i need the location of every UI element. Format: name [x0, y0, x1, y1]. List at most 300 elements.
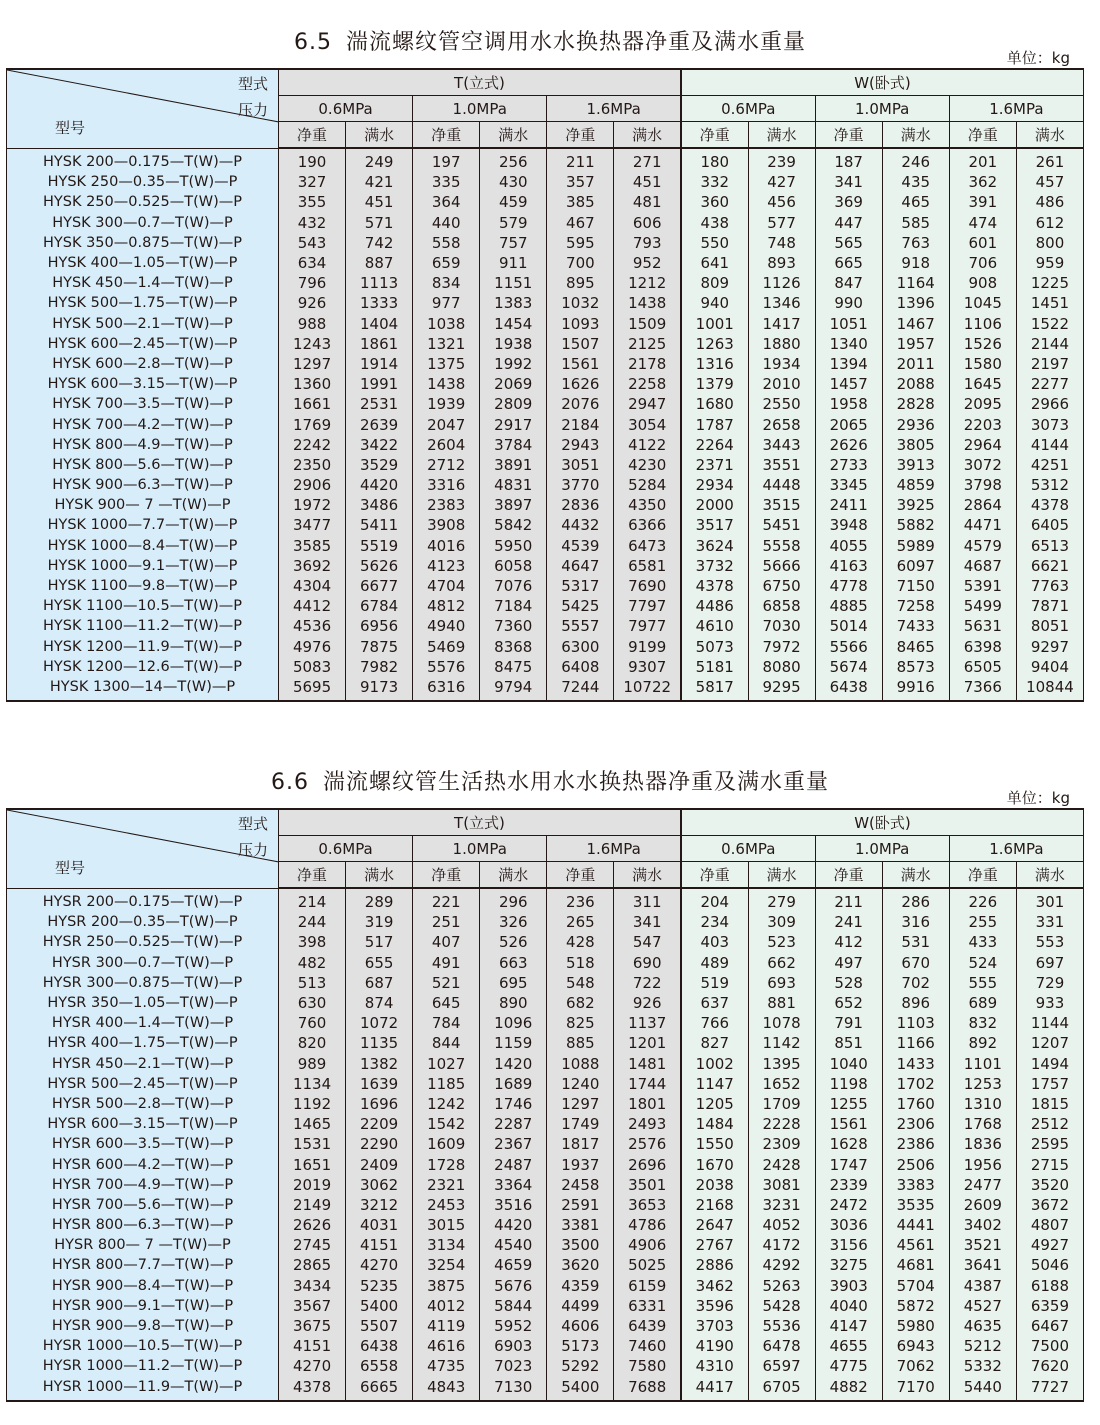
net-weight-cell: 1243 [279, 334, 346, 354]
full-water-cell: 3062 [346, 1175, 413, 1195]
net-weight-cell: 3051 [547, 455, 614, 475]
net-weight-cell: 2203 [949, 414, 1016, 434]
net-weight-cell: 4040 [815, 1296, 882, 1316]
net-weight-cell: 1670 [681, 1154, 748, 1174]
net-weight-cell: 2453 [413, 1195, 480, 1215]
full-water-cell: 690 [614, 953, 681, 973]
model-cell: HYSR 300—0.7—T(W)—P [7, 953, 279, 973]
net-weight-cell: 234 [681, 912, 748, 932]
full-water-cell: 435 [882, 172, 949, 192]
net-weight-cell: 4635 [949, 1316, 1016, 1336]
full-water-cell: 1522 [1016, 314, 1083, 334]
net-weight-cell: 528 [815, 973, 882, 993]
net-weight-cell: 428 [547, 932, 614, 952]
net-weight-cell: 4310 [681, 1356, 748, 1376]
net-weight-cell: 1198 [815, 1074, 882, 1094]
full-water-cell: 1746 [480, 1094, 547, 1114]
net-weight-cell: 543 [279, 233, 346, 253]
table-row [7, 414, 1084, 434]
full-water-cell: 481 [614, 192, 681, 212]
full-water-cell: 9297 [1016, 637, 1083, 657]
full-water-header: 满水 [882, 122, 949, 149]
header-row-type [7, 69, 1084, 96]
model-cell: HYSR 600—3.5—T(W)—P [7, 1134, 279, 1154]
full-water-cell: 2828 [882, 394, 949, 414]
net-weight-cell: 977 [413, 293, 480, 313]
net-weight-cell: 4610 [681, 616, 748, 636]
net-weight-cell: 2472 [815, 1195, 882, 1215]
full-water-cell: 5536 [748, 1316, 815, 1336]
full-water-cell: 249 [346, 148, 413, 172]
table-row [7, 374, 1084, 394]
full-water-cell: 246 [882, 148, 949, 172]
full-water-cell: 1639 [346, 1074, 413, 1094]
full-water-cell: 4420 [346, 475, 413, 495]
net-weight-cell: 4616 [413, 1336, 480, 1356]
net-weight-cell: 391 [949, 192, 1016, 212]
net-weight-cell: 4270 [279, 1356, 346, 1376]
full-water-cell: 7763 [1016, 576, 1083, 596]
table-row [7, 1377, 1084, 1401]
net-weight-cell: 3521 [949, 1235, 1016, 1255]
net-weight-cell: 682 [547, 993, 614, 1013]
full-water-cell: 1113 [346, 273, 413, 293]
full-water-cell: 695 [480, 973, 547, 993]
full-water-cell: 6903 [480, 1336, 547, 1356]
pressure-header: 1.6MPa [547, 836, 681, 862]
full-water-cell: 5312 [1016, 475, 1083, 495]
net-weight-cell: 1038 [413, 314, 480, 334]
full-water-cell: 7030 [748, 616, 815, 636]
full-water-cell: 3073 [1016, 414, 1083, 434]
full-water-cell: 577 [748, 213, 815, 233]
table-row [7, 1013, 1084, 1033]
table-row [7, 596, 1084, 616]
model-cell: HYSR 700—4.9—T(W)—P [7, 1175, 279, 1195]
full-water-cell: 286 [882, 888, 949, 912]
header-corner [7, 809, 279, 888]
net-weight-cell: 834 [413, 273, 480, 293]
full-water-header: 满水 [346, 122, 413, 149]
full-water-cell: 3212 [346, 1195, 413, 1215]
model-cell: HYSK 900—6.3—T(W)—P [7, 475, 279, 495]
full-water-cell: 526 [480, 932, 547, 952]
section-number: 6.6 [270, 770, 309, 795]
full-water-cell: 3516 [480, 1195, 547, 1215]
net-weight-cell: 6316 [413, 677, 480, 701]
net-weight-cell: 844 [413, 1033, 480, 1053]
weight-table [6, 68, 1084, 702]
net-weight-cell: 4539 [547, 536, 614, 556]
net-weight-cell: 2477 [949, 1175, 1016, 1195]
net-weight-cell: 2712 [413, 455, 480, 475]
net-weight-cell: 438 [681, 213, 748, 233]
model-cell: HYSR 1000—10.5—T(W)—P [7, 1336, 279, 1356]
full-water-cell: 874 [346, 993, 413, 1013]
net-weight-cell: 3345 [815, 475, 882, 495]
full-water-cell: 7688 [614, 1377, 681, 1401]
net-weight-cell: 3798 [949, 475, 1016, 495]
net-weight-cell: 398 [279, 932, 346, 952]
full-water-cell: 6159 [614, 1276, 681, 1296]
pressure-header: 1.0MPa [413, 96, 547, 122]
pressure-header: 1.0MPa [413, 836, 547, 862]
table-row [7, 172, 1084, 192]
full-water-cell: 523 [748, 932, 815, 952]
model-cell: HYSK 700—3.5—T(W)—P [7, 394, 279, 414]
full-water-cell: 3891 [480, 455, 547, 475]
section-title [0, 765, 1100, 796]
model-cell: HYSK 500—1.75—T(W)—P [7, 293, 279, 313]
full-water-cell: 1212 [614, 273, 681, 293]
table-row [7, 1134, 1084, 1154]
full-water-cell: 1938 [480, 334, 547, 354]
model-cell: HYSR 300—0.875—T(W)—P [7, 973, 279, 993]
net-weight-cell: 659 [413, 253, 480, 273]
full-water-cell: 7184 [480, 596, 547, 616]
table-row [7, 148, 1084, 172]
full-water-cell: 896 [882, 993, 949, 1013]
net-weight-cell: 360 [681, 192, 748, 212]
full-water-cell: 5411 [346, 515, 413, 535]
full-water-cell: 3443 [748, 435, 815, 455]
table-row [7, 273, 1084, 293]
net-weight-cell: 3254 [413, 1255, 480, 1275]
full-water-cell: 662 [748, 953, 815, 973]
full-water-cell: 763 [882, 233, 949, 253]
full-water-cell: 341 [614, 912, 681, 932]
full-water-cell: 553 [1016, 932, 1083, 952]
model-cell: HYSR 700—5.6—T(W)—P [7, 1195, 279, 1215]
full-water-cell: 2277 [1016, 374, 1083, 394]
full-water-cell: 3422 [346, 435, 413, 455]
net-weight-cell: 4647 [547, 556, 614, 576]
full-water-cell: 6439 [614, 1316, 681, 1336]
net-weight-cell: 201 [949, 148, 1016, 172]
full-water-cell: 2290 [346, 1134, 413, 1154]
net-weight-cell: 4151 [279, 1336, 346, 1356]
net-weight-cell: 1787 [681, 414, 748, 434]
net-weight-cell: 3732 [681, 556, 748, 576]
full-water-cell: 2228 [748, 1114, 815, 1134]
net-weight-header: 净重 [547, 862, 614, 889]
full-water-cell: 4831 [480, 475, 547, 495]
net-weight-cell: 5674 [815, 657, 882, 677]
net-weight-cell: 5332 [949, 1356, 1016, 1376]
net-weight-cell: 5817 [681, 677, 748, 701]
full-water-cell: 4807 [1016, 1215, 1083, 1235]
model-cell: HYSR 900—9.8—T(W)—P [7, 1316, 279, 1336]
net-weight-cell: 1192 [279, 1094, 346, 1114]
unit-label: 单位：kg [1006, 789, 1070, 807]
full-water-cell: 2696 [614, 1154, 681, 1174]
full-water-cell: 1383 [480, 293, 547, 313]
model-cell: HYSR 600—3.15—T(W)—P [7, 1114, 279, 1134]
full-water-cell: 3501 [614, 1175, 681, 1195]
full-water-cell: 918 [882, 253, 949, 273]
full-water-header: 满水 [614, 862, 681, 889]
model-cell: HYSR 200—0.175—T(W)—P [7, 888, 279, 912]
full-water-cell: 5872 [882, 1296, 949, 1316]
pressure-header: 0.6MPa [681, 96, 815, 122]
full-water-cell: 6405 [1016, 515, 1083, 535]
net-weight-cell: 2047 [413, 414, 480, 434]
pressure-label: 压力 [237, 841, 268, 859]
full-water-cell: 451 [346, 192, 413, 212]
net-weight-cell: 433 [949, 932, 1016, 952]
table-row [7, 1356, 1084, 1376]
full-water-cell: 7580 [614, 1356, 681, 1376]
net-weight-cell: 1027 [413, 1054, 480, 1074]
full-water-cell: 6438 [346, 1336, 413, 1356]
net-weight-cell: 5499 [949, 596, 1016, 616]
net-weight-cell: 2019 [279, 1175, 346, 1195]
net-weight-cell: 3620 [547, 1255, 614, 1275]
model-cell: HYSR 900—9.1—T(W)—P [7, 1296, 279, 1316]
net-weight-cell: 265 [547, 912, 614, 932]
full-water-cell: 430 [480, 172, 547, 192]
net-weight-cell: 432 [279, 213, 346, 233]
net-weight-cell: 521 [413, 973, 480, 993]
full-water-cell: 7023 [480, 1356, 547, 1376]
full-water-cell: 693 [748, 973, 815, 993]
table-row [7, 953, 1084, 973]
pressure-label: 压力 [237, 101, 268, 119]
net-weight-header: 净重 [547, 122, 614, 149]
full-water-cell: 10722 [614, 677, 681, 701]
table-row [7, 677, 1084, 701]
full-water-cell: 5882 [882, 515, 949, 535]
net-weight-cell: 700 [547, 253, 614, 273]
full-water-cell: 5842 [480, 515, 547, 535]
net-weight-cell: 2906 [279, 475, 346, 495]
net-weight-cell: 1769 [279, 414, 346, 434]
net-weight-cell: 2458 [547, 1175, 614, 1195]
full-water-cell: 7871 [1016, 596, 1083, 616]
net-weight-cell: 1051 [815, 314, 882, 334]
full-water-cell: 5400 [346, 1296, 413, 1316]
full-water-cell: 4786 [614, 1215, 681, 1235]
net-weight-cell: 630 [279, 993, 346, 1013]
full-water-cell: 1207 [1016, 1033, 1083, 1053]
full-water-cell: 4122 [614, 435, 681, 455]
full-water-cell: 1815 [1016, 1094, 1083, 1114]
full-water-cell: 5235 [346, 1276, 413, 1296]
net-weight-cell: 211 [547, 148, 614, 172]
net-weight-cell: 784 [413, 1013, 480, 1033]
model-cell: HYSK 300—0.7—T(W)—P [7, 213, 279, 233]
net-weight-cell: 1093 [547, 314, 614, 334]
net-weight-cell: 4387 [949, 1276, 1016, 1296]
table-row [7, 637, 1084, 657]
model-cell: HYSK 1200—11.9—T(W)—P [7, 637, 279, 657]
net-weight-cell: 1609 [413, 1134, 480, 1154]
net-weight-cell: 1626 [547, 374, 614, 394]
full-water-cell: 800 [1016, 233, 1083, 253]
net-weight-cell: 2591 [547, 1195, 614, 1215]
full-water-cell: 4292 [748, 1255, 815, 1275]
full-water-cell: 7972 [748, 637, 815, 657]
full-water-cell: 5704 [882, 1276, 949, 1296]
net-weight-cell: 1032 [547, 293, 614, 313]
full-water-cell: 6097 [882, 556, 949, 576]
full-water-cell: 7977 [614, 616, 681, 636]
table-row [7, 576, 1084, 596]
net-weight-header: 净重 [815, 122, 882, 149]
full-water-cell: 722 [614, 973, 681, 993]
model-cell: HYSK 800—5.6—T(W)—P [7, 455, 279, 475]
full-water-cell: 1467 [882, 314, 949, 334]
net-weight-cell: 791 [815, 1013, 882, 1033]
full-water-cell: 8368 [480, 637, 547, 657]
net-weight-cell: 4687 [949, 556, 1016, 576]
net-weight-header: 净重 [413, 862, 480, 889]
model-cell: HYSK 1000—7.7—T(W)—P [7, 515, 279, 535]
full-water-cell: 5950 [480, 536, 547, 556]
net-weight-cell: 4304 [279, 576, 346, 596]
full-water-cell: 1142 [748, 1033, 815, 1053]
full-water-cell: 5519 [346, 536, 413, 556]
full-water-cell: 2178 [614, 354, 681, 374]
table-row [7, 253, 1084, 273]
net-weight-cell: 180 [681, 148, 748, 172]
net-weight-cell: 4940 [413, 616, 480, 636]
full-water-cell: 6558 [346, 1356, 413, 1376]
table-row [7, 293, 1084, 313]
full-water-cell: 1957 [882, 334, 949, 354]
full-water-cell: 911 [480, 253, 547, 273]
net-weight-cell: 524 [949, 953, 1016, 973]
net-weight-cell: 1747 [815, 1154, 882, 1174]
pressure-header: 0.6MPa [279, 836, 413, 862]
full-water-cell: 5626 [346, 556, 413, 576]
net-weight-cell: 4378 [681, 576, 748, 596]
full-water-cell: 1420 [480, 1054, 547, 1074]
net-weight-cell: 2264 [681, 435, 748, 455]
net-weight-cell: 4163 [815, 556, 882, 576]
net-weight-cell: 4012 [413, 1296, 480, 1316]
unit-label: 单位：kg [1006, 49, 1070, 67]
full-water-cell: 893 [748, 253, 815, 273]
net-weight-header: 净重 [815, 862, 882, 889]
net-weight-cell: 1580 [949, 354, 1016, 374]
full-water-cell: 881 [748, 993, 815, 1013]
table-row [7, 354, 1084, 374]
net-weight-cell: 1255 [815, 1094, 882, 1114]
full-water-cell: 959 [1016, 253, 1083, 273]
net-weight-cell: 2411 [815, 495, 882, 515]
full-water-header: 满水 [1016, 862, 1083, 889]
full-water-cell: 3054 [614, 414, 681, 434]
full-water-cell: 5263 [748, 1276, 815, 1296]
full-water-cell: 9199 [614, 637, 681, 657]
full-water-cell: 6581 [614, 556, 681, 576]
full-water-cell: 6478 [748, 1336, 815, 1356]
net-weight-cell: 2767 [681, 1235, 748, 1255]
full-water-cell: 7076 [480, 576, 547, 596]
net-weight-cell: 1297 [547, 1094, 614, 1114]
net-weight-header: 净重 [681, 122, 748, 149]
full-water-cell: 7062 [882, 1356, 949, 1376]
pressure-header: 1.0MPa [815, 836, 949, 862]
net-weight-header: 净重 [413, 122, 480, 149]
net-weight-cell: 2350 [279, 455, 346, 475]
model-cell: HYSK 700—4.2—T(W)—P [7, 414, 279, 434]
net-weight-cell: 1836 [949, 1134, 1016, 1154]
net-weight-cell: 364 [413, 192, 480, 212]
net-weight-cell: 5469 [413, 637, 480, 657]
net-weight-cell: 3434 [279, 1276, 346, 1296]
full-water-cell: 7690 [614, 576, 681, 596]
net-weight-cell: 5631 [949, 616, 1016, 636]
net-weight-cell: 565 [815, 233, 882, 253]
net-weight-cell: 1240 [547, 1074, 614, 1094]
full-water-cell: 2966 [1016, 394, 1083, 414]
net-weight-cell: 5083 [279, 657, 346, 677]
full-water-cell: 311 [614, 888, 681, 912]
full-water-cell: 3081 [748, 1175, 815, 1195]
full-water-cell: 757 [480, 233, 547, 253]
full-water-cell: 4540 [480, 1235, 547, 1255]
full-water-cell: 1509 [614, 314, 681, 334]
model-cell: HYSR 200—0.35—T(W)—P [7, 912, 279, 932]
net-weight-cell: 385 [547, 192, 614, 212]
net-weight-cell: 2836 [547, 495, 614, 515]
net-weight-cell: 3402 [949, 1215, 1016, 1235]
full-water-cell: 7620 [1016, 1356, 1083, 1376]
full-water-cell: 8475 [480, 657, 547, 677]
net-weight-cell: 1465 [279, 1114, 346, 1134]
full-water-cell: 4172 [748, 1235, 815, 1255]
net-weight-cell: 2168 [681, 1195, 748, 1215]
full-water-cell: 1652 [748, 1074, 815, 1094]
full-water-cell: 606 [614, 213, 681, 233]
table-row [7, 1033, 1084, 1053]
net-weight-cell: 5173 [547, 1336, 614, 1356]
net-weight-cell: 652 [815, 993, 882, 1013]
full-water-cell: 4378 [1016, 495, 1083, 515]
full-water-cell: 1164 [882, 273, 949, 293]
weight-table [6, 808, 1084, 1402]
full-water-cell: 9173 [346, 677, 413, 701]
full-water-cell: 8465 [882, 637, 949, 657]
net-weight-cell: 190 [279, 148, 346, 172]
full-water-cell: 952 [614, 253, 681, 273]
net-weight-cell: 3036 [815, 1215, 882, 1235]
full-water-cell: 301 [1016, 888, 1083, 912]
net-weight-cell: 4486 [681, 596, 748, 616]
section-title [0, 25, 1100, 56]
model-cell: HYSK 400—1.05—T(W)—P [7, 253, 279, 273]
table-row [7, 888, 1084, 912]
net-weight-cell: 2242 [279, 435, 346, 455]
net-weight-cell: 827 [681, 1033, 748, 1053]
full-water-cell: 421 [346, 172, 413, 192]
full-water-cell: 7460 [614, 1336, 681, 1356]
model-cell: HYSK 200—0.175—T(W)—P [7, 148, 279, 172]
net-weight-cell: 226 [949, 888, 1016, 912]
model-cell: HYSR 800—6.3—T(W)—P [7, 1215, 279, 1235]
net-weight-cell: 1185 [413, 1074, 480, 1094]
full-water-cell: 2531 [346, 394, 413, 414]
net-weight-cell: 558 [413, 233, 480, 253]
type-w-header: W(卧式) [681, 809, 1084, 836]
net-weight-cell: 1438 [413, 374, 480, 394]
full-water-cell: 933 [1016, 993, 1083, 1013]
full-water-cell: 1382 [346, 1054, 413, 1074]
net-weight-cell: 766 [681, 1013, 748, 1033]
full-water-cell: 2576 [614, 1134, 681, 1154]
